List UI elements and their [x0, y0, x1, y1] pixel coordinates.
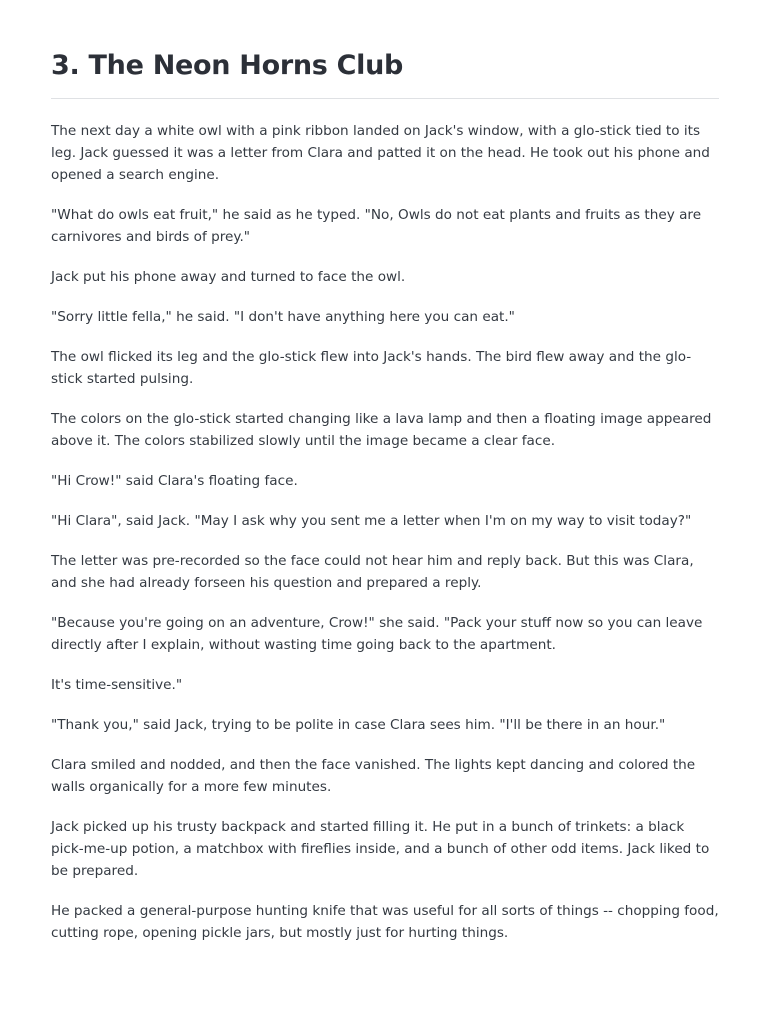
paragraph: The owl flicked its leg and the glo-stick flew into Jack's hands. The bird flew away and the glo-stick started pulsing. [51, 349, 692, 387]
paragraph: "Hi Crow!" said Clara's floating face. [51, 473, 298, 489]
chapter-page [51, 46, 719, 962]
paragraph: Jack put his phone away and turned to face the owl. [51, 269, 406, 285]
paragraph: Clara smiled and nodded, and then the face vanished. The lights kept dancing and colored the walls organically for a more few minutes. [51, 757, 696, 795]
chapter-title: 3. The Neon Horns Club [51, 50, 404, 81]
paragraph: "What do owls eat fruit," he said as he typed. "No, Owls do not eat plants and fruits as they are carnivores and birds of prey." [51, 207, 702, 245]
paragraph: He packed a general-purpose hunting knife that was useful for all sorts of things -- chopping food, cutting rope, opening pickle jars, but mostly just for hurting things. [51, 903, 719, 941]
title-divider [51, 98, 719, 99]
chapter-body [51, 120, 719, 944]
paragraph: The colors on the glo-stick started changing like a lava lamp and then a floating image appeared above it. The colors stabilized slowly until the image became a clear face. [51, 411, 712, 449]
paragraph: "Sorry little fella," he said. "I don't have anything here you can eat." [51, 309, 515, 325]
paragraph: "Because you're going on an adventure, Crow!" she said. "Pack your stuff now so you can leave directly after I explain, without wasting time going back to the apartment. [51, 615, 703, 653]
paragraph: The next day a white owl with a pink ribbon landed on Jack's window, with a glo-stick tied to its leg. Jack guessed it was a letter from Clara and patted it on the head. He took out his phone and opened a search engine. [51, 123, 710, 183]
paragraph: It's time-sensitive." [51, 677, 183, 693]
paragraph: The letter was pre-recorded so the face could not hear him and reply back. But this was Clara, and she had already forseen his question and prepared a reply. [51, 553, 694, 591]
paragraph: "Thank you," said Jack, trying to be polite in case Clara sees him. "I'll be there in an hour." [51, 717, 666, 733]
paragraph: Jack picked up his trusty backpack and started filling it. He put in a bunch of trinkets: a black pick-me-up potion, a matchbox with fireflies inside, and a bunch of other odd items. Jack liked to be prepared. [51, 819, 710, 879]
paragraph: "Hi Clara", said Jack. "May I ask why you sent me a letter when I'm on my way to visit today?" [51, 513, 692, 529]
